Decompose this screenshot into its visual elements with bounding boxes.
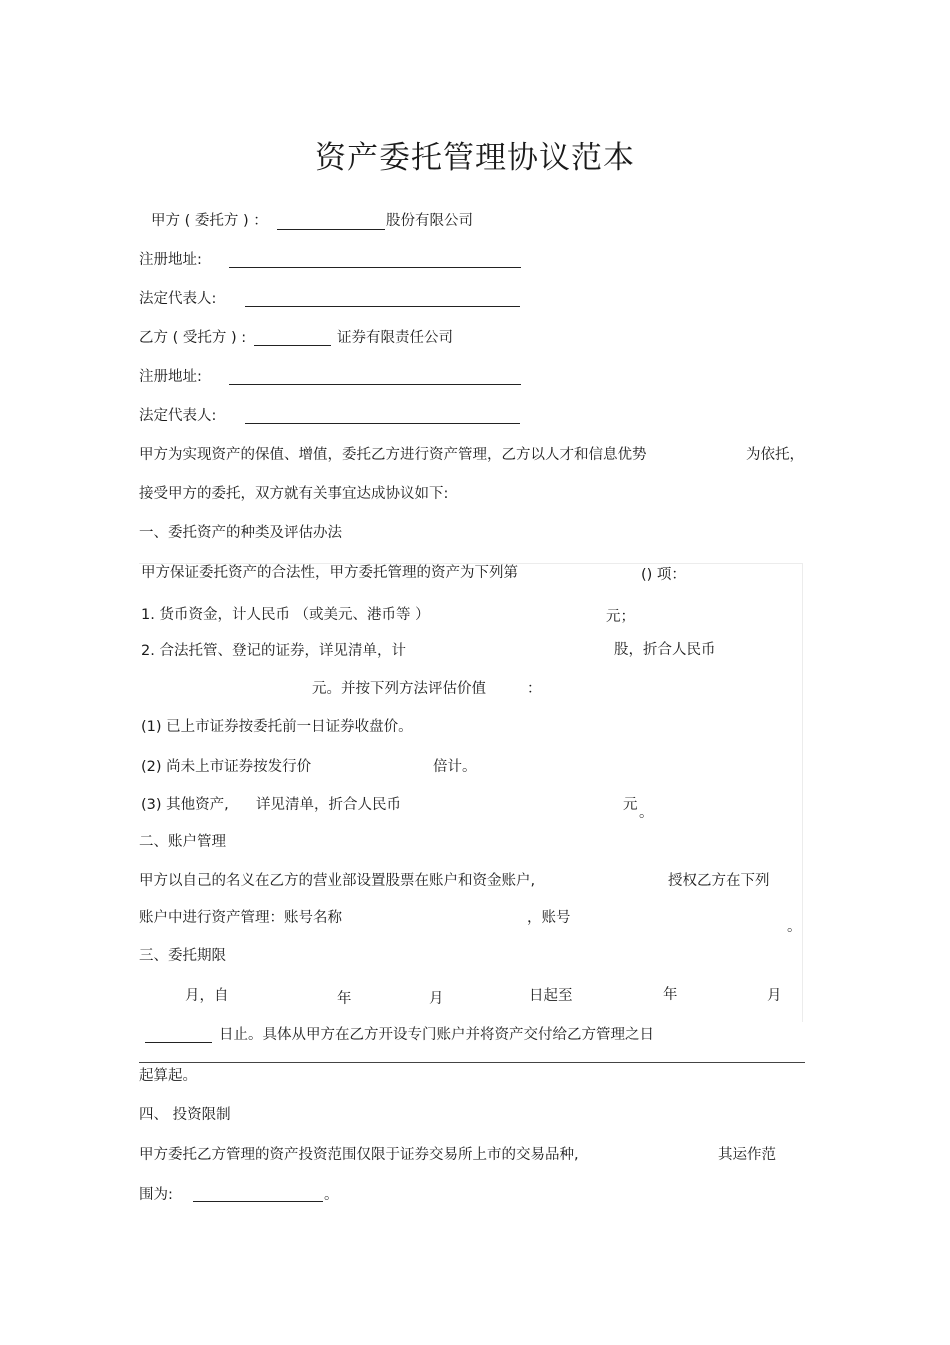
section1-sub3-a: (3) 其他资产, [141,797,229,813]
party-b-suffix: 证券有限责任公司 [337,330,453,346]
section2-p1-b: 授权乙方在下列 [668,873,770,889]
party-b-rep-blank [245,423,520,424]
party-b-rep-label: 法定代表人: [139,408,217,424]
section2-p2-c: 。 [787,919,802,935]
section2-p2-a: 账户中进行资产管理：账号名称 [139,910,342,926]
scope-blank [193,1201,323,1202]
section1-sub3-c: 元 [623,797,638,813]
intro-line1-b: 为依托， [746,447,804,463]
party-a-name-blank [277,229,385,230]
party-b-name-blank [254,345,331,346]
section1-item1-a: 1. 货币资金，计人民币 （或美元、港币等 ） [141,607,430,623]
section2-heading: 二、账户管理 [139,834,226,850]
section1-sub1: (1) 已上市证券按委托前一日证券收盘价。 [141,719,413,735]
section4-p2-a: 围为: [139,1187,173,1203]
party-a-address-label: 注册地址: [139,252,202,268]
document-title: 资产委托管理协议范本 [315,140,635,176]
party-a-rep-blank [245,306,520,307]
section2-p1-a: 甲方以自己的名义在乙方的营业部设置股票在账户和资金账户, [139,873,536,889]
party-a-address-blank [229,267,521,268]
intro-line2: 接受甲方的委托，双方就有关事宜达成协议如下: [139,486,449,502]
party-b-label: 乙方 ( 受托方 ) : [139,330,247,346]
section1-sub2-b: 倍计。 [433,759,477,775]
divider-line [139,1062,805,1063]
term-end-day-blank [145,1042,212,1043]
party-b-address-blank [229,384,521,385]
party-a-suffix: 股份有限公司 [386,213,473,229]
intro-line1-a: 甲方为实现资产的保值、增值，委托乙方进行资产管理，乙方以人才和信息优势 [139,447,647,463]
term-from: 日起至 [529,988,573,1004]
section4-heading: 四、 投资限制 [139,1107,231,1123]
party-a-rep-label: 法定代表人: [139,291,217,307]
section1-item1-b: 元； [606,609,635,625]
term-month-3: 月 [767,988,782,1004]
party-b-address-label: 注册地址: [139,369,202,385]
section1-p1-b: () 项： [641,567,686,583]
section1-sub3-d: 。 [639,805,654,821]
section4-p1-a: 甲方委托乙方管理的资产投资范围仅限于证券交易所上市的交易品种, [139,1147,579,1163]
section1-item2-c: 元。并按下列方法评估价值 [312,681,486,697]
party-a-label: 甲方 ( 委托方 ) ： [151,213,268,229]
section1-item2-d: ： [527,681,542,697]
section-frame [139,563,803,1022]
section2-p2-b: ，账号 [527,910,571,926]
section4-p2-b: 。 [324,1187,339,1203]
term-end-text-2: 起算起。 [139,1068,197,1084]
term-month-2: 月 [429,991,444,1007]
term-end-text: 日止。具体从甲方在乙方开设专门账户并将资产交付给乙方管理之日 [219,1027,654,1043]
section1-sub2-a: (2) 尚未上市证券按发行价 [141,759,312,775]
section4-p1-b: 其运作范 [718,1147,776,1163]
section1-p1-a: 甲方保证委托资产的合法性，甲方委托管理的资产为下列第 [141,565,518,581]
section1-item2-a: 2. 合法托管、登记的证券，详见清单，计 [141,643,406,659]
term-month-1: 月，自 [185,988,229,1004]
section3-heading: 三、委托期限 [139,948,226,964]
section1-heading: 一、委托资产的种类及评估办法 [139,525,342,541]
section1-item2-b: 股，折合人民币 [614,642,716,658]
term-year-1: 年 [337,991,352,1007]
section1-sub3-b: 详见清单，折合人民币 [256,797,401,813]
term-year-2: 年 [663,987,678,1003]
